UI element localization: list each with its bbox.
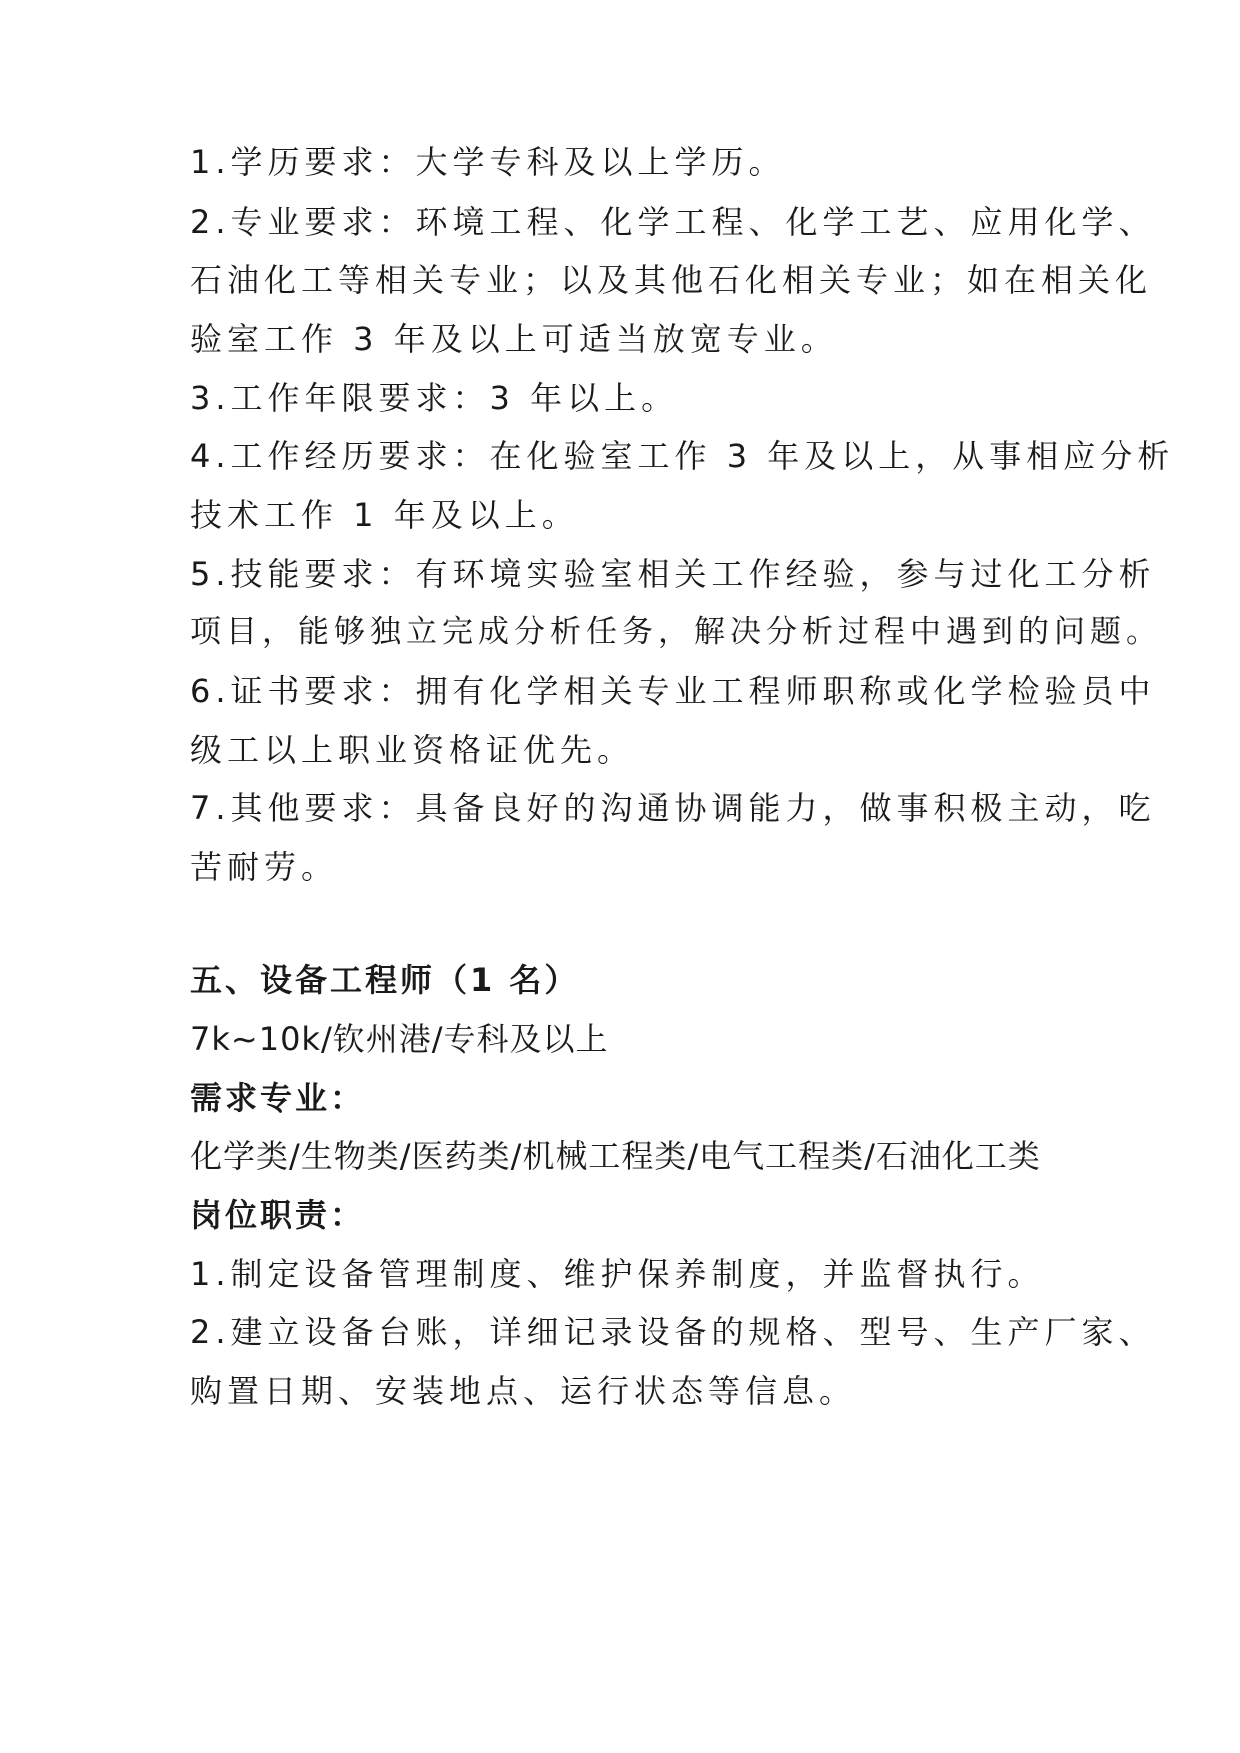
requirement-line-9: 项目，能够独立完成分析任务，解决分析过程中遇到的问题。 xyxy=(190,614,1162,650)
duties-label: 岗位职责： xyxy=(190,1196,366,1234)
duty-line-3: 购置日期、安装地点、运行状态等信息。 xyxy=(190,1372,857,1410)
requirement-line-13: 苦耐劳。 xyxy=(190,848,339,886)
requirement-line-5: 3.工作年限要求：3 年以上。 xyxy=(190,379,679,417)
requirement-line-3: 石油化工等相关专业；以及其他石化相关专业；如在相关化 xyxy=(190,261,1153,299)
requirement-line-6: 4.工作经历要求：在化验室工作 3 年及以上，从事相应分析 xyxy=(190,437,1175,475)
requirement-line-12: 7.其他要求：具备良好的沟通协调能力，做事积极主动，吃 xyxy=(190,789,1156,827)
requirement-line-11: 级工以上职业资格证优先。 xyxy=(190,731,635,769)
position-summary: 7k~10k/钦州港/专科及以上 xyxy=(190,1020,609,1058)
requirement-line-1: 1.学历要求：大学专科及以上学历。 xyxy=(190,143,786,181)
requirement-line-2: 2.专业要求：环境工程、化学工程、化学工艺、应用化学、 xyxy=(190,203,1156,241)
requirement-line-4: 验室工作 3 年及以上可适当放宽专业。 xyxy=(190,320,838,358)
section-heading: 五、设备工程师（1 名） xyxy=(190,961,580,999)
requirement-line-8: 5.技能要求：有环境实验室相关工作经验，参与过化工分析 xyxy=(190,555,1156,593)
majors-list: 化学类/生物类/医药类/机械工程类/电气工程类/石油化工类 xyxy=(190,1137,1041,1175)
duty-line-1: 1.制定设备管理制度、维护保养制度，并监督执行。 xyxy=(190,1255,1045,1293)
majors-label: 需求专业： xyxy=(190,1079,366,1117)
requirement-line-7: 技术工作 1 年及以上。 xyxy=(190,496,579,534)
requirement-line-10: 6.证书要求：拥有化学相关专业工程师职称或化学检验员中 xyxy=(190,672,1156,710)
duty-line-2: 2.建立设备台账，详细记录设备的规格、型号、生产厂家、 xyxy=(190,1313,1156,1351)
